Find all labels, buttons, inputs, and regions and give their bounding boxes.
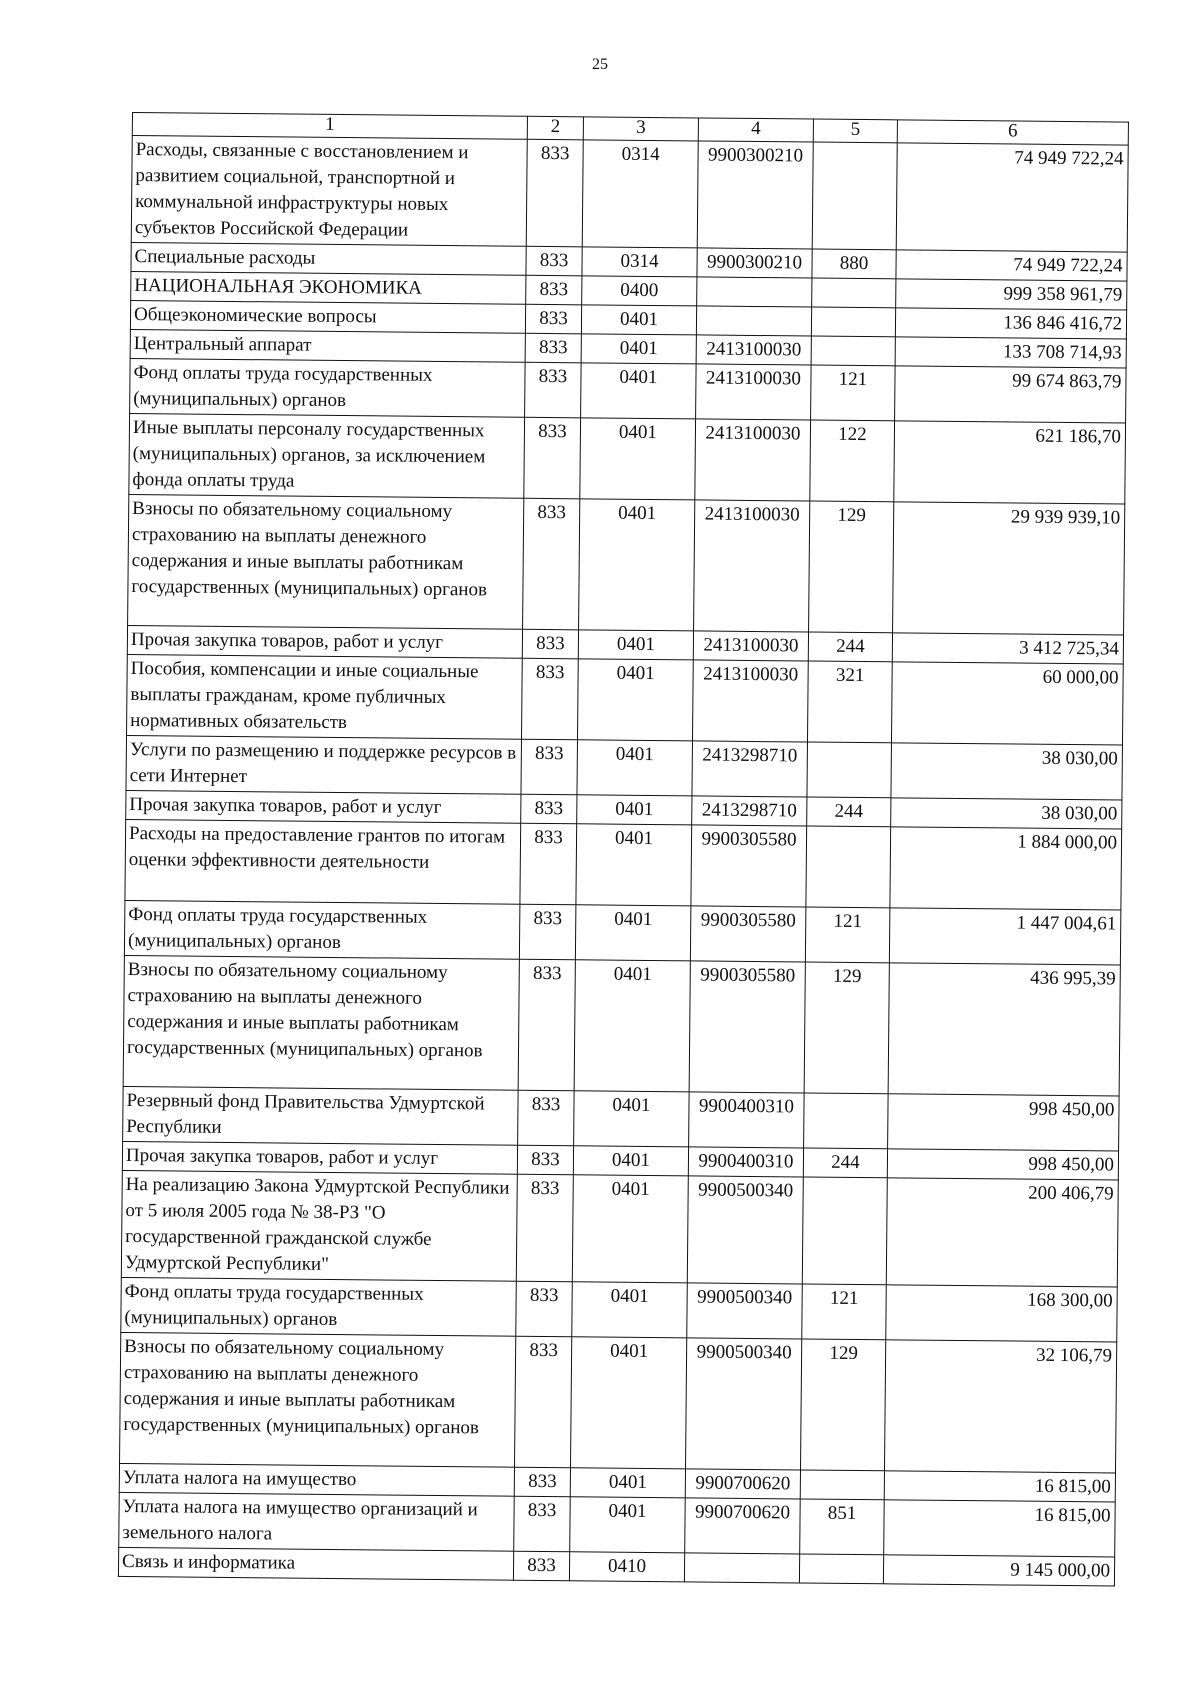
row-amount: 168 300,00 [886, 1285, 1118, 1342]
column-header: 6 [897, 120, 1128, 145]
row-section-code: 0401 [577, 740, 693, 796]
row-description: На реализацию Закона Удмуртской Республики от 5 июля 2005 года № 38-РЗ "О государственной гражданской службе Удмуртской Республики" [121, 1170, 517, 1281]
row-expense-type [807, 742, 892, 798]
column-header: 4 [698, 118, 813, 142]
row-target-code [697, 277, 812, 307]
row-target-code: 2413100030 [693, 631, 808, 661]
row-ministry-code: 833 [515, 1336, 572, 1468]
row-target-code: 2413100030 [694, 500, 810, 632]
row-ministry-code: 833 [514, 1496, 571, 1552]
row-section-code: 0401 [578, 630, 693, 660]
row-section-code: 0401 [576, 824, 692, 906]
table-row [126, 735, 1122, 800]
column-header: 1 [132, 113, 527, 140]
row-amount: 1 447 004,61 [889, 908, 1121, 965]
row-description: Фонд оплаты труда государственных (муниципальных) органов [124, 900, 520, 959]
row-description: Специальные расходы [131, 242, 526, 275]
row-description: Общеэкономические вопросы [130, 300, 525, 333]
row-description: Прочая закупка товаров, работ и услуг [126, 790, 521, 823]
column-header: 2 [527, 116, 583, 140]
row-target-code: 9900400310 [688, 1147, 803, 1177]
row-ministry-code: 833 [518, 1090, 575, 1146]
row-description: Расходы на предоставление грантов по итогам оценки эффективности деятельности [125, 819, 521, 904]
row-section-code: 0401 [575, 905, 691, 961]
row-description: Прочая закупка товаров, работ и услуг [122, 1141, 517, 1174]
row-description: Пособия, компенсации и иные социальные выплаты гражданам, кроме публичных нормативных обязательств [127, 654, 523, 739]
row-ministry-code: 833 [523, 498, 580, 630]
row-target-code: 2413100030 [692, 660, 808, 742]
row-expense-type: 244 [803, 1148, 887, 1178]
row-expense-type [811, 336, 895, 366]
table-row [124, 900, 1120, 965]
row-target-code: 9900300210 [697, 141, 813, 249]
table-row [120, 1332, 1117, 1473]
row-section-code: 0401 [570, 1468, 685, 1498]
row-amount: 16 815,00 [884, 1471, 1115, 1502]
row-expense-type: 122 [810, 420, 895, 502]
row-expense-type: 244 [808, 632, 892, 662]
row-amount: 200 406,79 [886, 1178, 1118, 1287]
row-description: Связь и информатика [118, 1547, 513, 1580]
table-row [131, 136, 1128, 253]
row-ministry-code: 833 [521, 794, 577, 824]
row-amount: 32 106,79 [884, 1340, 1116, 1473]
row-description: Взносы по обязательному социальному страхованию на выплаты денежного содержания и иные выплаты работникам государственных (муниципальных) органов [123, 955, 519, 1090]
row-target-code: 2413298710 [692, 741, 808, 797]
row-section-code: 0401 [573, 1146, 688, 1176]
row-amount: 136 846 416,72 [895, 308, 1126, 339]
row-section-code: 0401 [574, 960, 690, 1092]
row-description: Уплата налога на имущество [119, 1463, 514, 1496]
row-section-code: 0400 [582, 276, 697, 306]
row-expense-type: 851 [800, 1499, 885, 1555]
row-description: Взносы по обязательному социальному страхованию на выплаты денежного содержания и иные выплаты работникам государственных (муниципальных) органов [120, 1332, 516, 1467]
budget-table-container [118, 112, 1128, 1586]
row-description: НАЦИОНАЛЬНАЯ ЭКОНОМИКА [131, 271, 526, 304]
row-target-code [684, 1553, 799, 1583]
row-expense-type [811, 307, 895, 337]
row-description: Иные выплаты персоналу государственных (муниципальных) органов, за исключением фонда оплаты труда [129, 413, 525, 498]
row-amount: 29 939 939,10 [893, 502, 1125, 635]
row-section-code: 0401 [577, 659, 693, 741]
table-row [127, 654, 1124, 745]
row-section-code: 0401 [574, 1091, 690, 1147]
row-amount: 38 030,00 [891, 743, 1123, 800]
row-description: Расходы, связанные с восстановлением и развитием социальной, транспортной и коммунальной инфраструктуры новых субъектов Российской Федерации [131, 136, 527, 247]
row-ministry-code: 833 [526, 139, 583, 247]
row-section-code: 0401 [570, 1497, 686, 1553]
row-target-code: 2413100030 [696, 364, 812, 420]
row-ministry-code: 833 [519, 904, 576, 960]
row-target-code: 9900305580 [689, 961, 805, 1093]
row-section-code: 0401 [572, 1282, 688, 1338]
row-ministry-code: 833 [526, 246, 582, 276]
row-section-code: 0401 [579, 499, 695, 631]
row-section-code: 0401 [580, 418, 696, 500]
row-expense-type: 121 [802, 1284, 887, 1340]
row-amount: 1 884 000,00 [890, 827, 1122, 910]
row-description: Фонд оплаты труда государственных (муниципальных) органов [130, 358, 526, 417]
row-target-code: 9900500340 [687, 1283, 803, 1339]
row-amount: 74 949 722,24 [896, 143, 1128, 252]
row-description: Фонд оплаты труда государственных (муниципальных) органов [121, 1277, 517, 1336]
row-ministry-code: 833 [522, 629, 578, 659]
row-amount: 99 674 863,79 [895, 366, 1127, 423]
row-ministry-code: 833 [518, 959, 575, 1091]
row-ministry-code: 833 [517, 1145, 573, 1175]
row-expense-type: 129 [800, 1339, 885, 1471]
row-ministry-code: 833 [520, 823, 577, 905]
table-row [130, 358, 1126, 423]
row-section-code: 0401 [581, 363, 697, 419]
row-ministry-code: 833 [516, 1174, 573, 1282]
row-description: Уплата налога на имущество организаций и земельного налога [119, 1492, 515, 1551]
row-target-code: 9900400310 [689, 1092, 805, 1148]
row-ministry-code: 833 [525, 362, 582, 418]
row-expense-type: 121 [805, 907, 890, 963]
table-row [123, 955, 1120, 1096]
row-section-code: 0401 [577, 795, 692, 825]
row-expense-type [802, 1177, 887, 1285]
row-target-code: 9900305580 [691, 825, 807, 907]
row-expense-type [800, 1470, 884, 1500]
row-ministry-code: 833 [516, 1281, 573, 1337]
row-section-code: 0401 [581, 305, 696, 335]
row-expense-type [806, 826, 891, 908]
row-amount: 999 358 961,79 [896, 279, 1127, 310]
row-section-code: 0314 [582, 140, 698, 248]
table-row [129, 413, 1126, 504]
row-expense-type: 121 [811, 365, 896, 421]
row-section-code: 0401 [572, 1175, 688, 1283]
row-expense-type: 244 [807, 797, 891, 827]
row-target-code: 2413100030 [696, 335, 811, 365]
row-amount: 998 450,00 [887, 1149, 1118, 1180]
page-number: 25 [592, 56, 608, 73]
table-row [119, 1492, 1115, 1557]
row-amount: 998 450,00 [888, 1094, 1120, 1151]
row-ministry-code: 833 [525, 304, 581, 334]
row-amount: 9 145 000,00 [883, 1555, 1114, 1586]
row-description: Центральный аппарат [130, 329, 525, 362]
row-target-code: 9900500340 [687, 1176, 803, 1284]
row-target-code [696, 306, 811, 336]
row-ministry-code: 833 [521, 658, 578, 740]
row-description: Резервный фонд Правительства Удмуртской Республики [123, 1086, 519, 1145]
row-ministry-code: 833 [513, 1551, 569, 1581]
row-amount: 60 000,00 [891, 662, 1123, 745]
row-target-code: 9900700620 [685, 1498, 801, 1554]
row-amount: 133 708 714,93 [895, 337, 1126, 368]
row-target-code: 2413100030 [695, 419, 811, 501]
column-header: 5 [813, 119, 897, 143]
row-target-code: 9900305580 [690, 906, 806, 962]
row-section-code: 0401 [571, 1337, 687, 1469]
table-body [118, 136, 1128, 1586]
row-expense-type [799, 1554, 883, 1584]
row-amount: 436 995,39 [888, 963, 1120, 1096]
row-ministry-code: 833 [514, 1467, 570, 1497]
row-ministry-code: 833 [525, 333, 581, 363]
row-expense-type: 321 [807, 661, 892, 743]
row-amount: 3 412 725,34 [892, 633, 1123, 664]
table-row [125, 819, 1122, 910]
row-expense-type: 129 [809, 501, 894, 633]
row-target-code: 9900300210 [697, 248, 812, 278]
row-description: Прочая закупка товаров, работ и услуг [127, 625, 522, 658]
row-expense-type: 129 [804, 962, 889, 1094]
row-description: Взносы по обязательному социальному страхованию на выплаты денежного содержания и иные выплаты работникам государственных (муниципальных) органов [128, 494, 524, 629]
row-target-code: 9900700620 [685, 1469, 800, 1499]
row-expense-type [804, 1093, 889, 1149]
row-section-code: 0314 [582, 247, 697, 277]
row-expense-type [812, 278, 896, 308]
table-row [121, 1277, 1117, 1342]
row-target-code: 2413298710 [692, 796, 807, 826]
row-section-code: 0410 [569, 1552, 684, 1582]
row-ministry-code: 833 [521, 739, 578, 795]
row-ministry-code: 833 [524, 417, 581, 499]
row-amount: 38 030,00 [891, 798, 1122, 829]
row-expense-type [812, 142, 897, 250]
row-amount: 74 949 722,24 [896, 250, 1127, 281]
table-row [123, 1086, 1119, 1151]
table-row [128, 494, 1125, 635]
budget-table [118, 112, 1129, 1587]
row-ministry-code: 833 [526, 275, 582, 305]
column-header: 3 [583, 117, 698, 141]
row-target-code: 9900500340 [686, 1338, 802, 1470]
table-row [121, 1170, 1118, 1287]
row-section-code: 0401 [581, 334, 696, 364]
row-description: Услуги по размещению и поддержке ресурсов в сети Интернет [126, 735, 522, 794]
row-expense-type: 880 [812, 249, 896, 279]
row-amount: 621 186,70 [894, 421, 1126, 504]
row-amount: 16 815,00 [884, 1500, 1116, 1557]
